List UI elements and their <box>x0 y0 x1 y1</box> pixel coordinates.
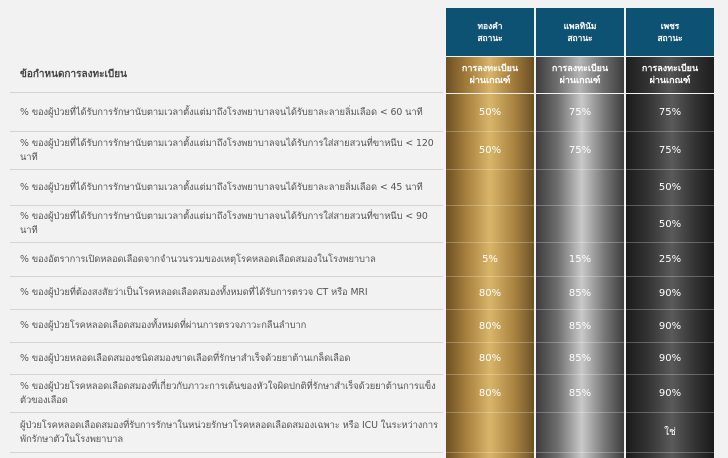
requirement-label: % ของผู้ป่วยที่ได้รับการรักษานับตามเวลาตั้งแต่มาถึงโรงพยาบาลจนได้รับยาละลายลิ่มเลือด < 45 นาที <box>20 181 423 193</box>
requirement-label: % ของผู้ป่วยที่ได้รับการรักษานับตามเวลาตั้งแต่มาถึงโรงพยาบาลจนได้รับการใส่สายสวนที่ขาหนีบ < 120 นาที <box>20 137 434 163</box>
requirement-label: % ของผู้ป่วยโรคหลอดเลือดสมองที่เกี่ยวกับภาวะการเต้นของหัวใจผิดปกติที่รักษาสำเร็จด้วยยาต้านการแข็งตัวของเลือด <box>20 380 436 406</box>
platinum-cell: 85% <box>536 375 624 413</box>
diamond-cell: 75% <box>626 94 714 132</box>
diamond-status-name: เพชร <box>660 21 680 31</box>
gold-cell: 50% <box>446 132 534 170</box>
gold-status-header <box>446 8 534 56</box>
gold-cell: 50% <box>446 94 534 132</box>
requirement-label: ผู้ป่วยโรคหลอดเลือดสมองที่รับการรักษาในหน่วยรักษาโรคหลอดเลือดสมองเฉพาะ หรือ ICU ในระหว่างการพักรักษาตัวในโรงพยาบาล <box>20 419 438 445</box>
platinum-cell: 85% <box>536 310 624 343</box>
requirement-label: % ของผู้ป่วยหลอดเลือดสมองชนิดสมองขาดเลือดที่รักษาสำเร็จด้วยยาต้านเกล็ดเลือด <box>20 352 351 364</box>
platinum-cell <box>536 170 624 206</box>
gold-cell: 80% <box>446 375 534 413</box>
platinum-cell: 85% <box>536 343 624 375</box>
gold-registration-header <box>446 57 534 93</box>
platinum-passed-label: ผ่านเกณฑ์ <box>559 76 601 86</box>
table-row <box>10 277 443 310</box>
platinum-registration-label: การลงทะเบียน <box>551 64 609 74</box>
requirement-label: % ของผู้ป่วยที่ได้รับการรักษานับตามเวลาตั้งแต่มาถึงโรงพยาบาลจนได้รับยาละลายลิ่มเลือด < 60 นาที <box>20 106 423 118</box>
platinum-cell: 85% <box>536 277 624 310</box>
gold-registration-label: การลงทะเบียน <box>461 64 519 74</box>
gold-cell: 80% <box>446 277 534 310</box>
platinum-cell <box>536 206 624 243</box>
diamond-passed-label: ผ่านเกณฑ์ <box>649 76 691 86</box>
diamond-registration-header <box>626 57 714 93</box>
gold-cell: 80% <box>446 310 534 343</box>
requirement-label: % ของผู้ป่วยที่ได้รับการรักษานับตามเวลาตั้งแต่มาถึงโรงพยาบาลจนได้รับการใส่สายสวนที่ขาหนีบ < 90 นาที <box>20 211 428 236</box>
platinum-registration-header <box>536 57 624 93</box>
gold-cell <box>446 170 534 206</box>
platinum-status-label: สถานะ <box>567 33 593 43</box>
table-row <box>10 375 443 413</box>
gold-status-label: สถานะ <box>477 33 503 43</box>
table-row <box>10 94 443 132</box>
gold-status-name: ทองคำ <box>477 21 503 31</box>
requirement-label: % ของผู้ป่วยโรคหลอดเลือดสมองทั้งหมดที่ผ่านการตรวจภาวะกลืนลำบาก <box>20 320 307 331</box>
table-row <box>10 243 443 277</box>
diamond-registration-label: การลงทะเบียน <box>641 64 699 74</box>
table-row <box>10 170 443 206</box>
gold-cell: 80% <box>446 343 534 375</box>
table-row <box>10 413 443 453</box>
requirements-header-row <box>10 57 443 93</box>
diamond-cell: 90% <box>626 277 714 310</box>
platinum-status-name: แพลทินัม <box>563 21 597 31</box>
platinum-cell: 75% <box>536 94 624 132</box>
diamond-cell: 50% <box>626 170 714 206</box>
gold-cell <box>446 206 534 243</box>
platinum-cell <box>536 413 624 453</box>
table-row <box>10 343 443 375</box>
diamond-cell: 50% <box>626 206 714 243</box>
diamond-status-label: สถานะ <box>657 33 683 43</box>
diamond-cell: 90% <box>626 375 714 413</box>
gold-cell <box>446 413 534 453</box>
requirement-label: % ของผู้ป่วยที่ต้องสงสัยว่าเป็นโรคหลอดเลือดสมองทั้งหมดที่ได้รับการตรวจ CT หรือ MRI <box>20 287 368 298</box>
requirements-header: ข้อกำหนดการลงทะเบียน <box>20 69 127 80</box>
gold-cell: 5% <box>446 243 534 277</box>
gold-passed-label: ผ่านเกณฑ์ <box>469 76 511 86</box>
platinum-cell: 75% <box>536 132 624 170</box>
table-row <box>10 310 443 343</box>
diamond-cell: 90% <box>626 310 714 343</box>
diamond-status-header <box>626 8 714 56</box>
requirement-label: % ของอัตราการเปิดหลอดเลือดจากจำนวนรวมของเหตุโรคหลอดเลือดสมองในโรงพยาบาล <box>20 253 376 265</box>
platinum-cell: 15% <box>536 243 624 277</box>
diamond-cell: ใช่ <box>626 413 714 453</box>
table-row <box>10 206 443 243</box>
diamond-cell: 75% <box>626 132 714 170</box>
platinum-status-header <box>536 8 624 56</box>
diamond-cell: 90% <box>626 343 714 375</box>
table-row <box>10 132 443 170</box>
diamond-cell: 25% <box>626 243 714 277</box>
